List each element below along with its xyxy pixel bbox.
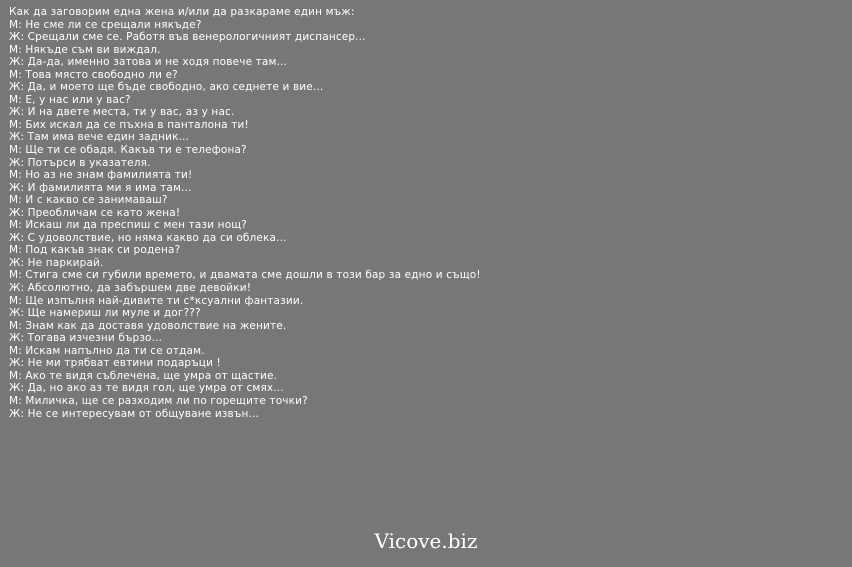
dialogue-line: М: Е, у нас или у вас? (9, 93, 131, 106)
dialogue-line: Ж: Тогава изчезни бързо... (9, 332, 163, 345)
dialogue-line: М: Някъде съм ви виждал. (9, 43, 161, 56)
page-title: Как да заговорим една жена и/или да разкараме един мъж: (9, 6, 355, 18)
dialogue-line: М: Това място свободно ли е? (9, 68, 178, 81)
dialogue-line: Ж: Преобличам се като жена! (9, 206, 181, 219)
dialogue-line: Ж: Да, и моето ще бъде свободно, ако седнете и вие... (9, 81, 324, 94)
dialogue-line: Ж: Не ми трябват евтини подаръци ! (9, 357, 221, 370)
dialogue-line: М: Бих искал да се пъхна в панталона ти! (9, 118, 249, 131)
dialogue-line: М: Искам напълно да ти се отдам. (9, 344, 205, 357)
dialogue-line: Ж: Потърси в указателя. (9, 156, 151, 169)
dialogue-line: Ж: Абсолютно, да забършем две девойки! (9, 282, 252, 295)
dialogue-line: М: Ако те видя съблечена, ще умра от щастие. (9, 369, 278, 382)
dialogue-line: Ж: Не се интересувам от общуване извън... (9, 407, 259, 420)
dialogue-line: Ж: И на двете места, ти у вас, аз у нас. (9, 106, 235, 119)
dialogue-line: М: Но аз не знам фамилията ти! (9, 169, 193, 182)
dialogue-line: Ж: Там има вече един задник... (9, 131, 190, 144)
dialogue-line: Ж: Не паркирай. (9, 256, 104, 269)
dialogue-line: М: Под какъв знак си родена? (9, 244, 181, 257)
dialogue-line: Ж: Ще намериш ли муле и дог??? (9, 307, 201, 320)
dialogue-text (9, 6, 839, 420)
dialogue-line: Ж: Да-да, именно затова и не ходя повече там... (9, 56, 288, 69)
dialogue-line: М: Миличка, ще се разходим ли по горещите точки? (9, 394, 308, 407)
dialogue-line: Ж: Срещали сме се. Работя във венерологичният диспансер... (9, 31, 366, 44)
dialogue-line: М: И с какво се занимаваш? (9, 194, 168, 207)
dialogue-line: М: Не сме ли се срещали някъде? (9, 18, 202, 31)
dialogue-line: М: Ще ти се обадя. Какъв ти е телефона? (9, 144, 247, 157)
site-watermark: Vicove.biz (374, 529, 478, 553)
dialogue-line: Ж: С удоволствие, но няма какво да си облека... (9, 231, 287, 244)
dialogue-line: М: Ще изпълня най-дивите ти с*ксуални фантазии. (9, 294, 304, 307)
dialogue-line: М: Стига сме си губили времето, и двамата сме дошли в този бар за едно и също! (9, 269, 481, 282)
dialogue-line: Ж: И фамилията ми я има там... (9, 181, 192, 194)
dialogue-line: М: Искаш ли да преспиш с мен тази нощ? (9, 219, 248, 232)
dialogue-line: М: Знам как да доставя удоволствие на жените. (9, 319, 287, 332)
dialogue-line: Ж: Да, но ако аз те видя гол, ще умра от смях... (9, 382, 284, 395)
